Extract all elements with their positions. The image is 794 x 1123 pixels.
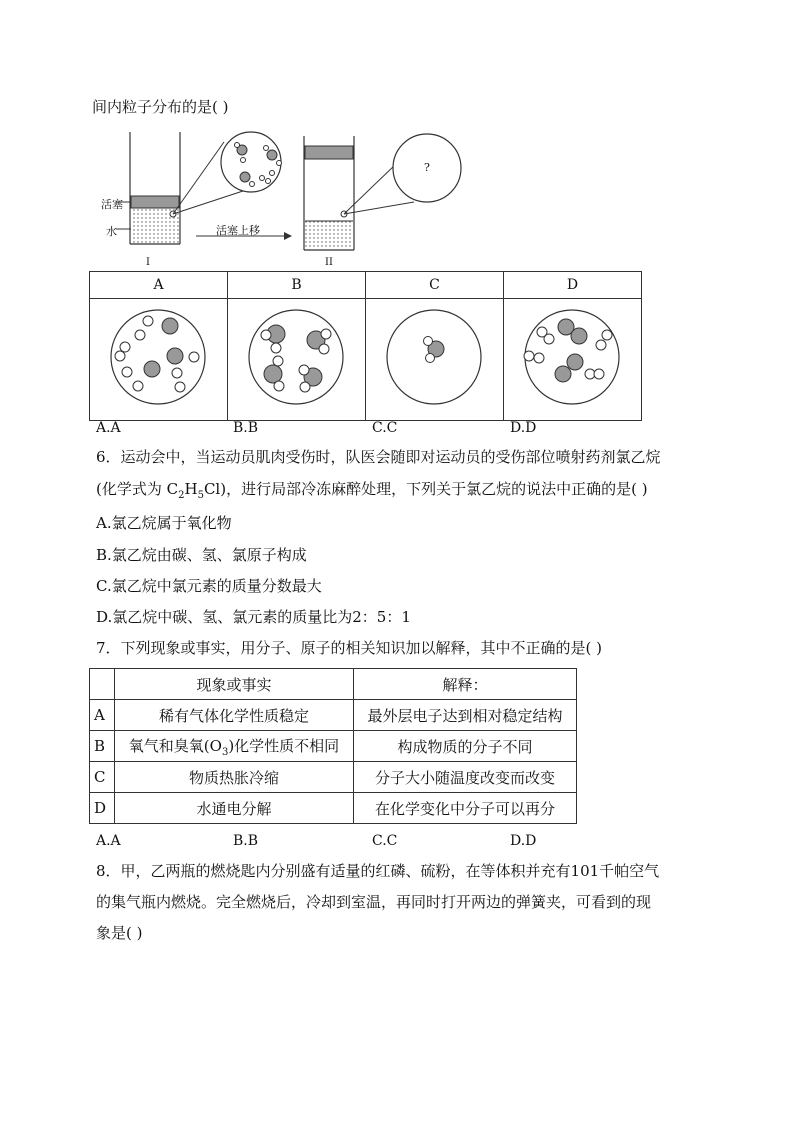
q8-line3: 象是( ) xyxy=(96,924,143,942)
q5-option-A[interactable]: A.A xyxy=(96,420,121,436)
q8-line1: 8．甲，乙两瓶的燃烧匙内分别盛有适量的红磷、硫粉，在等体积并充有101千帕空气 xyxy=(96,862,660,880)
q5-option-D[interactable]: D.D xyxy=(510,420,537,436)
cylinder-II xyxy=(304,136,354,250)
table-header-row xyxy=(90,669,577,700)
label-arrow: 活塞上移 xyxy=(216,224,260,237)
q5-option-C[interactable]: C.C xyxy=(372,420,398,436)
label-II: II xyxy=(325,257,333,268)
header-explain: 解释： xyxy=(354,669,577,700)
table-row: C 物质热胀冷缩 分子大小随温度改变而改变 xyxy=(90,762,577,793)
option-A-figure xyxy=(90,299,228,421)
header-A: A xyxy=(90,272,228,299)
q6-option-A[interactable]: A.氯乙烷属于氧化物 xyxy=(96,514,232,532)
q6-option-B[interactable]: B.氯乙烷由碳、氢、氯原子构成 xyxy=(96,546,307,564)
cylinder-I xyxy=(116,132,180,244)
option-C-figure xyxy=(366,299,504,421)
header-D: D xyxy=(504,272,642,299)
q7-answer-options xyxy=(96,833,696,853)
q6-stem-line1: 6．运动会中，当运动员肌肉受伤时，队医会随即对运动员的受伤部位喷射药剂氯乙烷 xyxy=(96,448,661,466)
header-key xyxy=(90,669,115,700)
q7-option-A[interactable]: A.A xyxy=(96,833,121,849)
header-B: B xyxy=(228,272,366,299)
q5-stem-tail: 间内粒子分布的是( ) xyxy=(92,98,229,116)
chloroethane-formula: $C_2H_5Cl$ xyxy=(166,480,221,501)
q7-option-C[interactable]: C.C xyxy=(372,833,398,849)
q7-option-B[interactable]: B.B xyxy=(233,833,259,849)
piston-diagram xyxy=(96,128,476,268)
q5-option-B[interactable]: B.B xyxy=(233,420,259,436)
label-piston: 活塞 xyxy=(101,198,123,211)
question-mark: ? xyxy=(424,161,430,174)
q8-line2: 的集气瓶内燃烧。完全燃烧后，冷却到室温，再同时打开两边的弹簧夹，可看到的现 xyxy=(96,893,652,911)
header-fact: 现象或事实 xyxy=(115,669,354,700)
option-D-figure xyxy=(504,299,642,421)
table-row: B 氧气和臭氧$(O_3)$化学性质不相同 构成物质的分子不同 xyxy=(90,731,577,762)
q5-option-grid xyxy=(89,271,642,421)
q5-answer-options xyxy=(96,420,696,440)
q6-stem-line2: (化学式为 $C_2H_5Cl$)，进行局部冷冻麻醉处理，下列关于氯乙烷的说法中正确的是( ) xyxy=(96,480,648,501)
q7-stem: 7．下列现象或事实，用分子、原子的相关知识加以解释，其中不正确的是( ) xyxy=(96,639,603,657)
option-B-figure xyxy=(228,299,366,421)
q6-option-D[interactable]: D.氯乙烷中碳、氢、氯元素的质量比为2：5：1 xyxy=(96,608,411,626)
table-row: A 稀有气体化学性质稳定 最外层电子达到相对稳定结构 xyxy=(90,700,577,731)
header-C: C xyxy=(366,272,504,299)
q7-option-D[interactable]: D.D xyxy=(510,833,537,849)
label-I: I xyxy=(146,257,150,268)
label-water: 水 xyxy=(106,225,117,238)
table-row: D 水通电分解 在化学变化中分子可以再分 xyxy=(90,793,577,824)
q6-option-C[interactable]: C.氯乙烷中氯元素的质量分数最大 xyxy=(96,577,322,595)
q7-table xyxy=(89,668,577,824)
